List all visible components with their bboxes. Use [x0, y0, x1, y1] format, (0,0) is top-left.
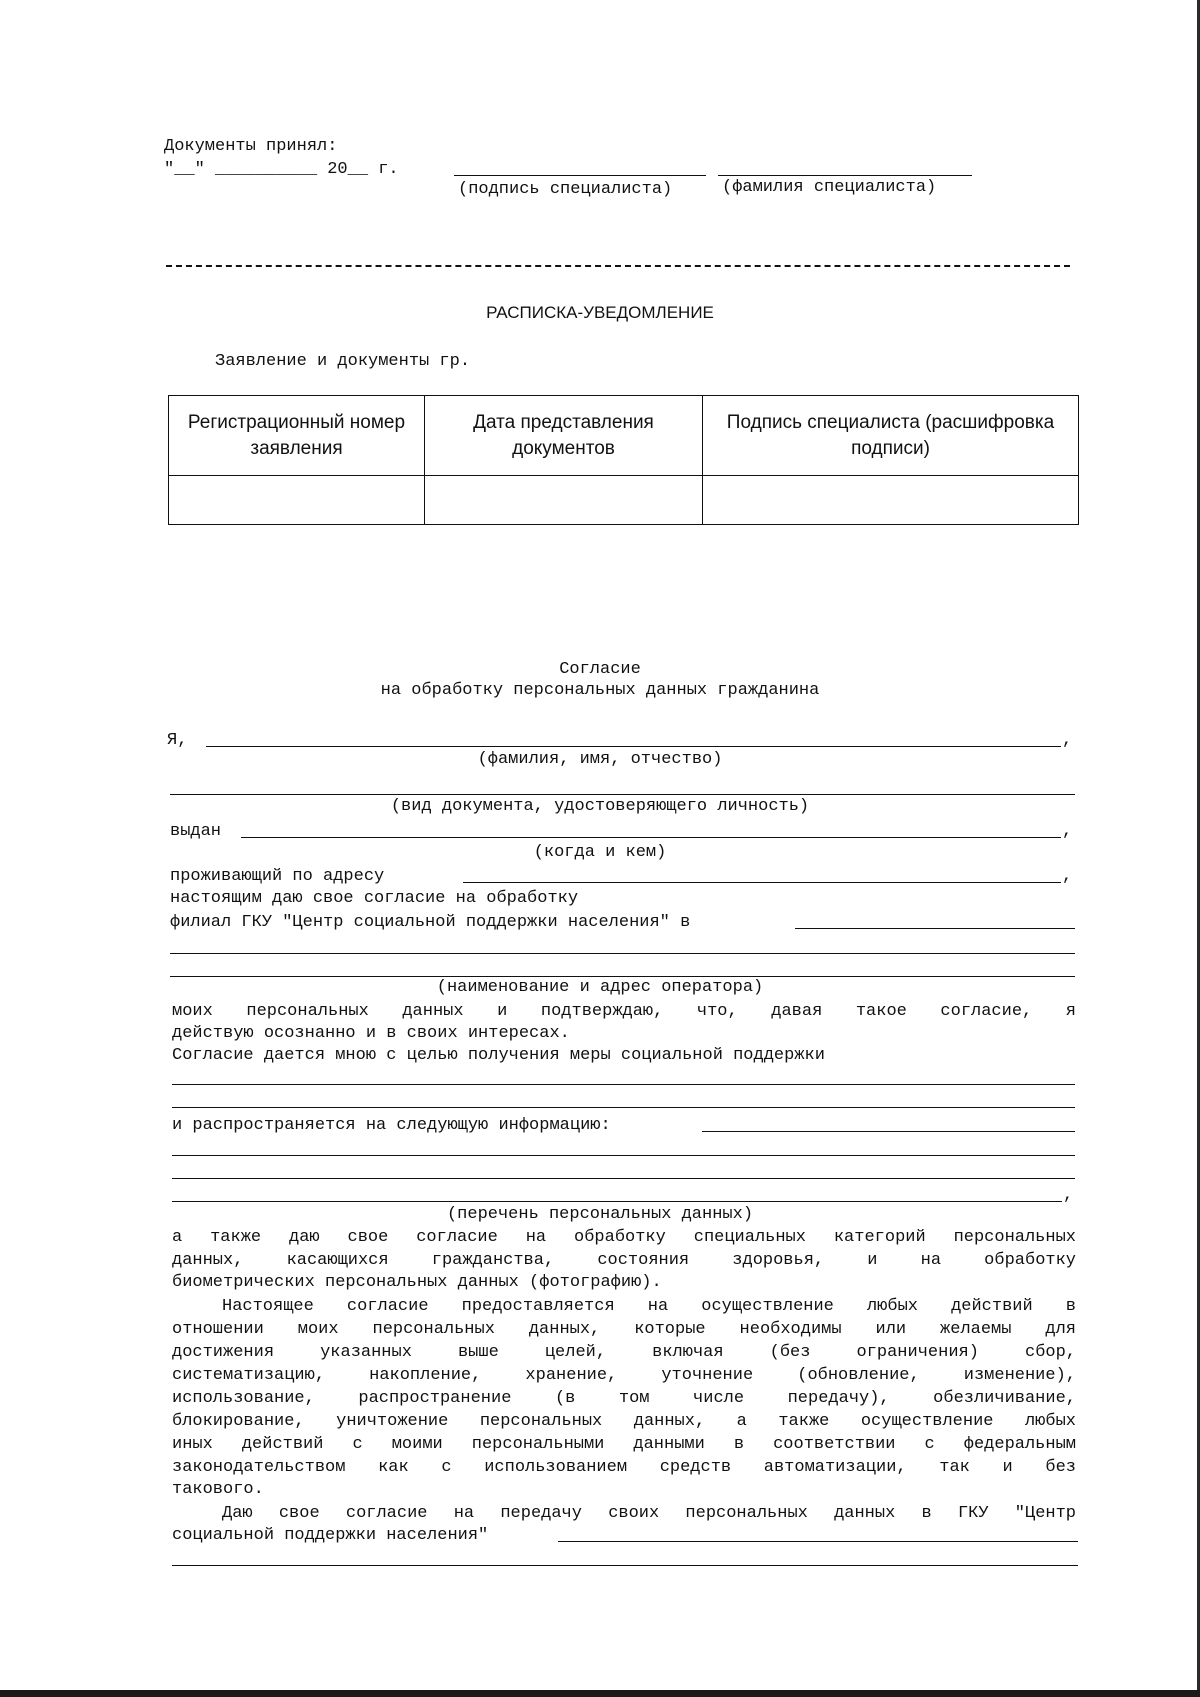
table-cell[interactable]: [169, 476, 425, 525]
info-line-1[interactable]: [702, 1131, 1075, 1132]
info-line-4[interactable]: [172, 1201, 1062, 1202]
cut-line: [166, 265, 1070, 267]
table-cell[interactable]: [425, 476, 703, 525]
issued-label: выдан: [170, 822, 222, 841]
table-header-cell: Регистрационный номер заявления: [169, 396, 425, 476]
actions-line: использование, распространение (в том числе передачу), обезличивание,: [172, 1389, 1076, 1408]
comma: ,: [1062, 731, 1073, 750]
purpose-line-2[interactable]: [172, 1107, 1075, 1108]
fio-line[interactable]: [206, 746, 1061, 747]
fio-caption: (фамилия, имя, отчество): [477, 750, 723, 769]
actions-line: такового.: [172, 1480, 264, 1499]
actions-line: Настоящее согласие предоставляется на осуществление любых действий в: [222, 1297, 1076, 1316]
registration-table: [168, 395, 1079, 525]
id-document-line[interactable]: [170, 794, 1075, 795]
table-header-cell: Подпись специалиста (расшифровка подписи): [703, 396, 1079, 476]
operator-line-1[interactable]: [170, 953, 1075, 954]
actions-line: систематизацию, накопление, хранение, уточнение (обновление, изменение),: [172, 1366, 1076, 1385]
transfer-line: Даю свое согласие на передачу своих персональных данных в ГКУ "Центр: [222, 1504, 1076, 1523]
consent-title-line2: на обработку персональных данных гражданина: [380, 681, 820, 700]
address-label: проживающий по адресу: [170, 867, 385, 886]
comma: ,: [1063, 1186, 1074, 1205]
actions-line: иных действий с моими персональными данными в соответствии с федеральным: [172, 1435, 1076, 1454]
special-categories-line: данных, касающихся гражданства, состояния здоровья, и на обработку: [172, 1251, 1076, 1270]
comma: ,: [1062, 822, 1073, 841]
specialist-signature-line: [454, 175, 706, 176]
transfer-line-field-2[interactable]: [172, 1565, 1078, 1566]
special-categories-line: биометрических персональных данных (фотографию).: [172, 1273, 662, 1292]
specialist-surname-line: [718, 175, 972, 176]
actions-line: отношении моих персональных данных, которые необходимы или желаемы для: [172, 1320, 1076, 1339]
table-cell[interactable]: [703, 476, 1079, 525]
actions-line: блокирование, уничтожение персональных данных, а также осуществление любых: [172, 1412, 1076, 1431]
scan-edge-bottom: [0, 1690, 1200, 1697]
branch-label: филиал ГКУ "Центр социальной поддержки населения" в: [170, 913, 691, 932]
my-data-line2: действую осознанно и в своих интересах.: [172, 1024, 570, 1043]
info-line-2[interactable]: [172, 1155, 1075, 1156]
info-line-3[interactable]: [172, 1178, 1075, 1179]
info-label: и распространяется на следующую информацию:: [172, 1116, 611, 1135]
notice-title: РАСПИСКА-УВЕДОМЛЕНИЕ: [486, 303, 714, 322]
notice-intro: Заявление и документы гр.: [215, 352, 471, 371]
date-template: "__" __________ 20__ г.: [164, 160, 399, 179]
table-header-cell: Дата представления документов: [425, 396, 703, 476]
specialist-surname-caption: (фамилия специалиста): [722, 178, 937, 197]
address-line[interactable]: [463, 882, 1061, 883]
issued-line[interactable]: [241, 837, 1061, 838]
i-label: Я,: [167, 731, 188, 750]
branch-line[interactable]: [795, 928, 1075, 929]
data-list-caption: (перечень персональных данных): [446, 1205, 754, 1224]
operator-line-2[interactable]: [170, 976, 1075, 977]
specialist-signature-caption: (подпись специалиста): [458, 180, 673, 199]
actions-line: достижения указанных выше целей, включая (без ограничения) сбор,: [172, 1343, 1076, 1362]
special-categories-line: а также даю свое согласие на обработку специальных категорий персональных: [172, 1228, 1076, 1247]
id-document-caption: (вид документа, удостоверяющего личность): [390, 797, 810, 816]
consent-title-line1: Согласие: [559, 660, 641, 679]
transfer-line-field[interactable]: [558, 1541, 1078, 1542]
actions-line: законодательством как с использованием средств автоматизации, так и без: [172, 1458, 1076, 1477]
operator-caption: (наименование и адрес оператора): [436, 978, 764, 997]
purpose-label: Согласие дается мною с целью получения меры социальной поддержки: [172, 1046, 825, 1065]
purpose-line-1[interactable]: [172, 1084, 1075, 1085]
consent-to-processing: настоящим даю свое согласие на обработку: [170, 889, 579, 908]
transfer-line: социальной поддержки населения": [172, 1526, 489, 1545]
comma: ,: [1062, 867, 1073, 886]
my-data-line1: моих персональных данных и подтверждаю, что, давая такое согласие, я: [172, 1002, 1076, 1021]
accepted-label: Документы принял:: [164, 137, 338, 156]
issued-caption: (когда и кем): [533, 843, 667, 862]
